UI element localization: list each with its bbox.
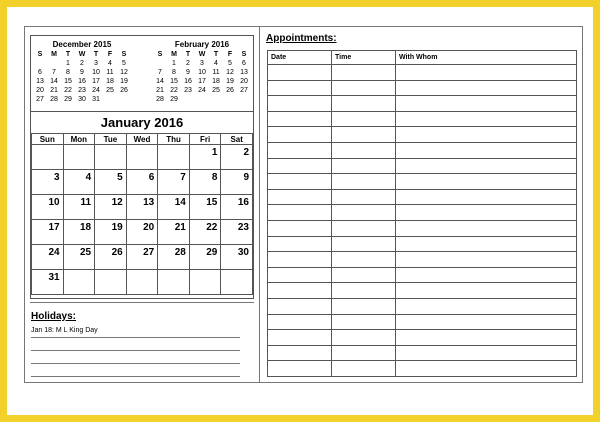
appointment-date-cell[interactable] [268, 205, 332, 221]
mini-day-cell: 7 [158, 69, 162, 76]
mini-day-cell [47, 59, 61, 68]
appointment-date-cell[interactable] [268, 80, 332, 96]
mini-day-cell: 23 [184, 87, 192, 94]
column-header-time: Time [332, 51, 396, 65]
mini-day-cell: 29 [170, 96, 178, 103]
day-cell[interactable]: 17 [32, 220, 64, 245]
day-cell[interactable]: 2 [221, 145, 253, 170]
mini-calendar-previous [33, 40, 131, 104]
mini-day-cell: 29 [64, 96, 72, 103]
mini-day-cell: 6 [38, 69, 42, 76]
appointment-row [268, 267, 577, 283]
appointment-time-cell[interactable] [332, 252, 396, 268]
mini-day-cell: 22 [170, 87, 178, 94]
mini-day-cell: 3 [200, 60, 204, 67]
calendar-frame [24, 26, 583, 383]
mini-day-cell: 16 [184, 78, 192, 85]
mini-day-cell: 14 [50, 78, 58, 85]
appointment-row [268, 96, 577, 112]
mini-day-cell: 26 [226, 87, 234, 94]
appointment-with-whom-cell[interactable] [396, 236, 577, 252]
mini-calendar-title: December 2015 [52, 40, 112, 49]
mini-day-cell: 26 [120, 87, 128, 94]
appointment-time-cell[interactable] [332, 298, 396, 314]
appointment-with-whom-cell[interactable] [396, 80, 577, 96]
appointment-with-whom-cell[interactable] [396, 65, 577, 81]
appointment-with-whom-cell[interactable] [396, 361, 577, 377]
day-cell[interactable]: 30 [221, 245, 253, 270]
appointment-date-cell[interactable] [268, 252, 332, 268]
appointment-row [268, 220, 577, 236]
appointment-date-cell[interactable] [268, 314, 332, 330]
day-cell[interactable] [95, 145, 127, 170]
mini-day-cell [103, 95, 117, 104]
day-cell[interactable]: 5 [95, 170, 127, 195]
mini-day-cell: 13 [240, 69, 248, 76]
appointment-with-whom-cell[interactable] [396, 267, 577, 283]
day-cell[interactable]: 10 [32, 195, 64, 220]
mini-day-cell [209, 95, 223, 104]
appointment-time-cell[interactable] [332, 127, 396, 143]
appointment-row [268, 65, 577, 81]
appointments-table [267, 50, 577, 377]
appointment-time-cell[interactable] [332, 330, 396, 346]
mini-day-cell: 30 [78, 96, 86, 103]
mini-day-cell: 27 [240, 87, 248, 94]
mini-day-cell [33, 59, 47, 68]
day-cell[interactable]: 9 [221, 170, 253, 195]
appointment-time-cell[interactable] [332, 220, 396, 236]
day-cell[interactable]: 12 [95, 195, 127, 220]
column-header-date: Date [268, 51, 332, 65]
appointment-date-cell[interactable] [268, 189, 332, 205]
day-cell[interactable]: 15 [189, 195, 221, 220]
mini-day-cell [237, 95, 251, 104]
appointment-row [268, 158, 577, 174]
mini-weekday-header: S [121, 51, 127, 58]
mini-day-cell: 2 [80, 60, 84, 67]
mini-day-cell: 5 [228, 60, 232, 67]
holiday-entry: Jan 18: M L King Day [31, 325, 240, 338]
appointment-row [268, 314, 577, 330]
day-cell[interactable]: 4 [63, 170, 95, 195]
day-cell[interactable]: 31 [32, 270, 64, 295]
appointment-row [268, 283, 577, 299]
mini-weekday-header: T [185, 51, 191, 58]
appointment-date-cell[interactable] [268, 158, 332, 174]
mini-calendar-grid [33, 50, 131, 104]
day-cell[interactable]: 3 [32, 170, 64, 195]
mini-day-cell: 21 [156, 87, 164, 94]
day-cell[interactable]: 8 [189, 170, 221, 195]
mini-day-cell: 20 [36, 87, 44, 94]
weekday-header: Thu [158, 134, 190, 145]
mini-weekday-header: T [213, 51, 219, 58]
weekday-header: Fri [189, 134, 221, 145]
day-cell[interactable]: 21 [158, 220, 190, 245]
day-cell[interactable]: 1 [189, 145, 221, 170]
day-cell[interactable] [126, 270, 158, 295]
appointment-time-cell[interactable] [332, 96, 396, 112]
day-cell[interactable]: 24 [32, 245, 64, 270]
mini-weekday-header: S [37, 51, 43, 58]
mini-day-cell: 24 [198, 87, 206, 94]
appointment-row [268, 252, 577, 268]
holiday-entry [31, 364, 240, 377]
mini-day-cell: 12 [120, 69, 128, 76]
day-cell[interactable] [158, 145, 190, 170]
day-cell[interactable]: 23 [221, 220, 253, 245]
appointment-row [268, 127, 577, 143]
mini-day-cell: 22 [64, 87, 72, 94]
mini-weekday-header: W [78, 51, 86, 58]
appointment-time-cell[interactable] [332, 65, 396, 81]
appointment-row [268, 142, 577, 158]
mini-weekday-header: M [51, 51, 57, 58]
mini-day-cell: 14 [156, 78, 164, 85]
day-cell[interactable]: 22 [189, 220, 221, 245]
mini-day-cell: 4 [108, 60, 112, 67]
mini-day-cell: 18 [106, 78, 114, 85]
appointment-date-cell[interactable] [268, 345, 332, 361]
appointment-with-whom-cell[interactable] [396, 330, 577, 346]
appointment-date-cell[interactable] [268, 267, 332, 283]
mini-day-cell: 13 [36, 78, 44, 85]
appointment-date-cell[interactable] [268, 236, 332, 252]
right-column [260, 27, 582, 382]
appointment-time-cell[interactable] [332, 361, 396, 377]
appointment-row [268, 80, 577, 96]
month-grid [31, 133, 253, 295]
mini-day-cell: 6 [242, 60, 246, 67]
day-cell[interactable]: 20 [126, 220, 158, 245]
holidays-section [30, 302, 254, 382]
mini-day-cell: 12 [226, 69, 234, 76]
mini-weekday-header: T [65, 51, 71, 58]
appointment-with-whom-cell[interactable] [396, 111, 577, 127]
mini-day-cell: 1 [172, 60, 176, 67]
mini-weekday-header: S [157, 51, 163, 58]
mini-day-cell: 15 [170, 78, 178, 85]
appointment-date-cell[interactable] [268, 142, 332, 158]
appointment-time-cell[interactable] [332, 267, 396, 283]
column-header-with-whom: With Whom [396, 51, 577, 65]
day-cell[interactable]: 26 [95, 245, 127, 270]
appointment-with-whom-cell[interactable] [396, 142, 577, 158]
mini-day-cell: 28 [156, 96, 164, 103]
day-cell[interactable] [158, 270, 190, 295]
mini-calendar-title: February 2016 [174, 40, 230, 49]
appointment-date-cell[interactable] [268, 220, 332, 236]
appointment-with-whom-cell[interactable] [396, 345, 577, 361]
mini-day-cell: 21 [50, 87, 58, 94]
appointment-date-cell[interactable] [268, 65, 332, 81]
day-cell[interactable]: 27 [126, 245, 158, 270]
appointment-date-cell[interactable] [268, 127, 332, 143]
mini-day-cell: 15 [64, 78, 72, 85]
mini-day-cell: 7 [52, 69, 56, 76]
mini-day-cell: 9 [80, 69, 84, 76]
mini-day-cell: 25 [212, 87, 220, 94]
mini-day-cell: 9 [186, 69, 190, 76]
mini-day-cell: 23 [78, 87, 86, 94]
appointment-with-whom-cell[interactable] [396, 174, 577, 190]
appointment-row [268, 174, 577, 190]
holiday-entry [31, 351, 240, 364]
day-cell[interactable]: 19 [95, 220, 127, 245]
appointment-date-cell[interactable] [268, 111, 332, 127]
day-cell[interactable]: 6 [126, 170, 158, 195]
mini-day-cell [181, 95, 195, 104]
day-cell[interactable]: 7 [158, 170, 190, 195]
mini-day-cell: 17 [198, 78, 206, 85]
mini-day-cell: 8 [172, 69, 176, 76]
appointment-with-whom-cell[interactable] [396, 283, 577, 299]
mini-day-cell: 25 [106, 87, 114, 94]
mini-day-cell: 8 [66, 69, 70, 76]
weekday-header: Tue [95, 134, 127, 145]
mini-day-cell [195, 95, 209, 104]
appointment-with-whom-cell[interactable] [396, 96, 577, 112]
day-cell[interactable] [221, 270, 253, 295]
day-cell[interactable]: 28 [158, 245, 190, 270]
month-title: January 2016 [31, 111, 253, 134]
holiday-entry [31, 338, 240, 351]
mini-day-cell: 27 [36, 96, 44, 103]
mini-day-cell: 16 [78, 78, 86, 85]
mini-day-cell: 4 [214, 60, 218, 67]
mini-day-cell: 19 [120, 78, 128, 85]
day-cell[interactable]: 16 [221, 195, 253, 220]
appointment-date-cell[interactable] [268, 298, 332, 314]
appointment-with-whom-cell[interactable] [396, 127, 577, 143]
appointment-time-cell[interactable] [332, 345, 396, 361]
mini-day-cell: 28 [50, 96, 58, 103]
mini-day-cell [223, 95, 237, 104]
day-cell[interactable]: 18 [63, 220, 95, 245]
appointment-date-cell[interactable] [268, 174, 332, 190]
appointment-row [268, 345, 577, 361]
mini-day-cell: 1 [66, 60, 70, 67]
mini-day-cell: 11 [212, 69, 220, 76]
calendar-page [7, 7, 593, 415]
appointment-with-whom-cell[interactable] [396, 252, 577, 268]
appointment-time-cell[interactable] [332, 174, 396, 190]
appointment-time-cell[interactable] [332, 236, 396, 252]
weekday-header: Mon [63, 134, 95, 145]
mini-day-cell: 3 [94, 60, 98, 67]
mini-weekday-header: F [227, 51, 233, 58]
weekday-header: Sat [221, 134, 253, 145]
mini-day-cell: 10 [92, 69, 100, 76]
weekday-header: Sun [32, 134, 64, 145]
mini-day-cell [153, 59, 167, 68]
day-cell[interactable]: 14 [158, 195, 190, 220]
weekday-header: Wed [126, 134, 158, 145]
day-cell[interactable] [126, 145, 158, 170]
day-cell[interactable]: 25 [63, 245, 95, 270]
day-cell[interactable] [32, 145, 64, 170]
appointment-date-cell[interactable] [268, 330, 332, 346]
appointment-date-cell[interactable] [268, 96, 332, 112]
appointment-time-cell[interactable] [332, 205, 396, 221]
mini-day-cell: 5 [122, 60, 126, 67]
mini-weekday-header: F [107, 51, 113, 58]
day-cell[interactable] [189, 270, 221, 295]
calendar-box [30, 35, 254, 299]
mini-weekday-header: W [198, 51, 206, 58]
appointment-row [268, 236, 577, 252]
appointment-time-cell[interactable] [332, 189, 396, 205]
appointment-row [268, 205, 577, 221]
mini-calendar-grid [153, 50, 251, 104]
mini-weekday-header: T [93, 51, 99, 58]
appointment-time-cell[interactable] [332, 158, 396, 174]
mini-day-cell: 10 [198, 69, 206, 76]
left-column [25, 27, 259, 382]
mini-day-cell: 2 [186, 60, 190, 67]
appointment-time-cell[interactable] [332, 142, 396, 158]
mini-day-cell: 18 [212, 78, 220, 85]
appointment-row [268, 111, 577, 127]
appointment-date-cell[interactable] [268, 361, 332, 377]
day-cell[interactable]: 29 [189, 245, 221, 270]
day-cell[interactable] [63, 270, 95, 295]
day-cell[interactable] [63, 145, 95, 170]
appointment-with-whom-cell[interactable] [396, 220, 577, 236]
mini-calendar-next [153, 40, 251, 104]
mini-weekday-header: S [241, 51, 247, 58]
appointment-row [268, 361, 577, 377]
appointments-title: Appointments: [266, 33, 337, 44]
appointment-date-cell[interactable] [268, 283, 332, 299]
appointment-row [268, 330, 577, 346]
appointment-row [268, 189, 577, 205]
mini-day-cell: 11 [106, 69, 114, 76]
appointment-with-whom-cell[interactable] [396, 205, 577, 221]
mini-day-cell: 17 [92, 78, 100, 85]
mini-day-cell: 20 [240, 78, 248, 85]
appointment-row [268, 298, 577, 314]
appointment-with-whom-cell[interactable] [396, 158, 577, 174]
appointment-time-cell[interactable] [332, 80, 396, 96]
appointment-time-cell[interactable] [332, 111, 396, 127]
mini-day-cell: 24 [92, 87, 100, 94]
appointment-time-cell[interactable] [332, 314, 396, 330]
mini-day-cell: 31 [92, 96, 100, 103]
appointment-time-cell[interactable] [332, 283, 396, 299]
day-cell[interactable]: 13 [126, 195, 158, 220]
mini-weekday-header: M [171, 51, 177, 58]
day-cell[interactable] [95, 270, 127, 295]
appointment-with-whom-cell[interactable] [396, 314, 577, 330]
appointment-with-whom-cell[interactable] [396, 189, 577, 205]
day-cell[interactable]: 11 [63, 195, 95, 220]
holidays-title: Holidays: [31, 311, 77, 322]
mini-day-cell: 19 [226, 78, 234, 85]
appointment-with-whom-cell[interactable] [396, 298, 577, 314]
mini-day-cell [117, 95, 131, 104]
